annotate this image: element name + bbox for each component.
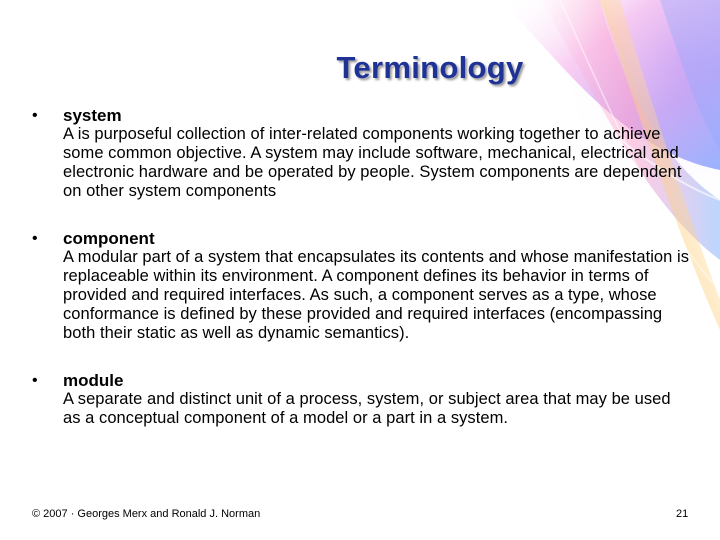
- definition-module: A separate and distinct unit of a process, system, or subject area that may be used as a conceptual component of a model or a part in a system.: [63, 390, 671, 427]
- slide-title: Terminology: [336, 50, 524, 85]
- term-module: module: [63, 371, 124, 390]
- bullet-dot-icon: •: [32, 107, 38, 124]
- bullet-item-system: [32, 106, 692, 201]
- bullet-dot-icon: •: [32, 372, 38, 389]
- definition-component: A modular part of a system that encapsulates its contents and whose manifestation is replaceable within its environment. A component defines its behavior in terms of provided and required interfaces. As such, a component serves as a type, whose conformance is defined by these provided and required interfaces (encompassing both their static as well as dynamic semantics).: [63, 248, 690, 342]
- bullet-item-module: [32, 371, 692, 428]
- footer-copyright: © 2007 · Georges Merx and Ronald J. Norman: [32, 508, 261, 520]
- definition-system: A is purposeful collection of inter-related components working together to achieve some common objective. A system may include software, mechanical, electrical and electronic hardware and be operated by people. System components are dependent on other system components: [63, 125, 682, 200]
- bullet-dot-icon: •: [32, 230, 38, 247]
- bullet-item-component: [32, 229, 692, 343]
- term-component: component: [63, 229, 155, 248]
- bullet-list: [32, 106, 692, 428]
- page-number: 21: [676, 508, 689, 520]
- term-system: system: [63, 106, 122, 125]
